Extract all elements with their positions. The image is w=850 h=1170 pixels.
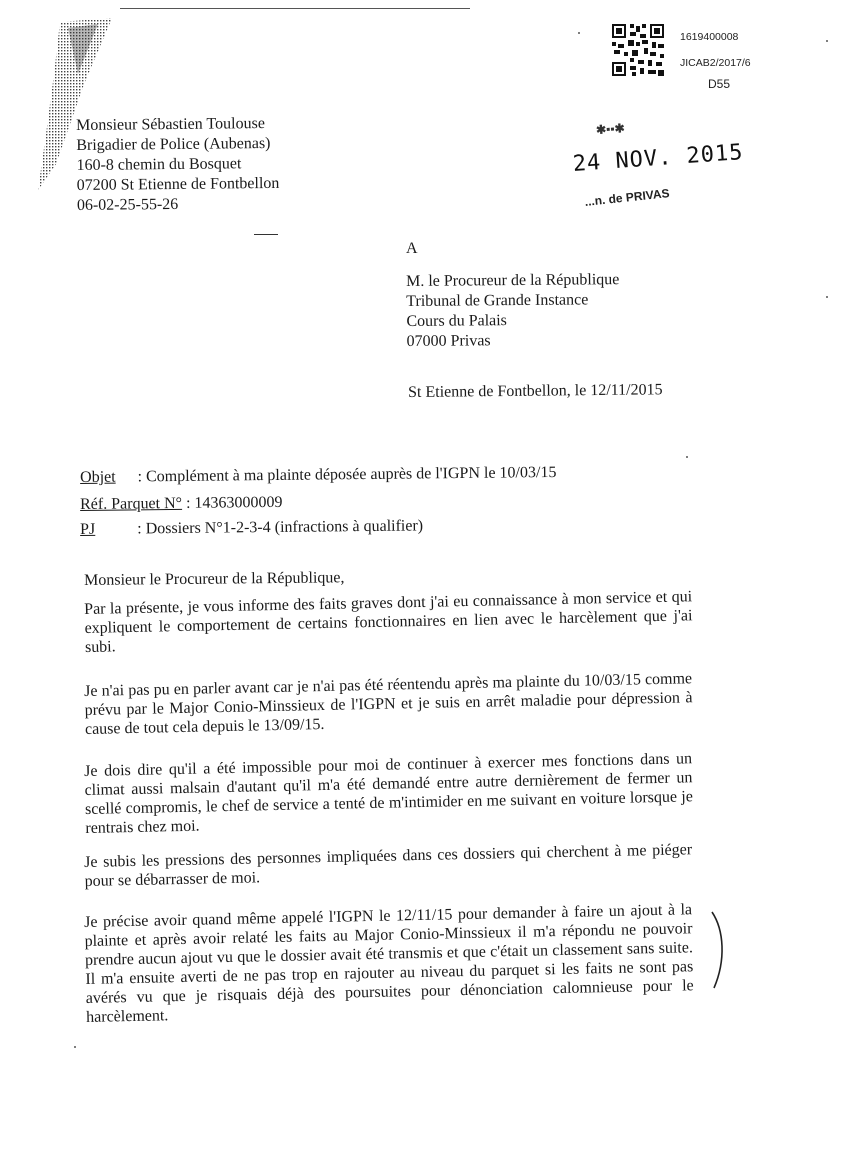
stamp-partial-text: ...n. de PRIVAS — [584, 186, 671, 209]
sender-address — [76, 114, 280, 216]
objet-label: Objet — [80, 468, 116, 486]
pj-label: PJ — [80, 520, 96, 538]
sender-line: Monsieur Sébastien Toulouse — [76, 115, 265, 134]
sender-line: 06-02-25-55-26 — [76, 195, 179, 214]
ref-line — [80, 494, 283, 514]
scan-speck — [578, 32, 580, 34]
body-paragraph: Par la présente, je vous informe des faits graves dont j'ai eu connaissance à mon service et qui expliquent le comportement de certains fonctionnaires en lien avec le harcèlement que j'ai subi. — [84, 588, 693, 656]
ref-label: Réf. Parquet N° — [80, 494, 183, 513]
recipient-line: Cours du Palais — [406, 312, 507, 330]
recipient-line: Tribunal de Grande Instance — [406, 291, 589, 310]
received-stamp-date: 24 NOV. 2015 — [572, 140, 745, 177]
sender-line: 160-8 chemin du Bosquet — [76, 155, 242, 174]
scan-dash — [254, 234, 278, 235]
stamp-mark: ✱▪▪✱ — [595, 121, 626, 137]
handwritten-bracket-mark — [706, 910, 730, 990]
sender-line: Brigadier de Police (Aubenas) — [76, 134, 271, 154]
document-number: D55 — [708, 77, 731, 91]
scan-speck — [74, 1046, 76, 1048]
recipient-address — [406, 270, 620, 352]
ref-value: : 14363000009 — [185, 493, 283, 512]
sender-line: 07200 St Etienne de Fontbellon — [76, 174, 280, 194]
recipient-line: M. le Procureur de la République — [406, 271, 620, 290]
scan-speck — [826, 40, 828, 42]
body-paragraph: Je subis les pressions des personnes impliquées dans ces dossiers qui cherchent à me piéger pour se débarrasser de moi. — [84, 841, 693, 890]
place-and-date: St Etienne de Fontbellon, le 12/11/2015 — [408, 381, 663, 401]
scan-top-line — [120, 8, 470, 9]
objet-line — [80, 464, 556, 487]
recipient-prefix: A — [406, 240, 418, 257]
scan-speck — [826, 296, 828, 298]
body-paragraph: Je n'ai pas pu en parler avant car je n'ai pas été réentendu après ma plainte du 10/03/15 comme prévu par le Major Conio-Minssieux de l'IGPN et je suis en arrêt maladie pour dépression à cause de tout cela depuis le 13/09/15. — [84, 670, 693, 738]
barcode-number: 1619400008 — [680, 31, 739, 43]
body-paragraph: Je dois dire qu'il a été impossible pour moi de continuer à exercer mes fonctions dans un climat aussi malsain d'autant qu'il m'a été demandé entre autre dernièrement de fermer un scellé compromis, le chef de service a tenté de m'intimider en me suivant en voiture lorsque je rentrais chez moi. — [84, 750, 694, 837]
scan-speck — [686, 456, 688, 458]
body-paragraph: Je précise avoir quand même appelé l'IGPN le 12/11/15 pour demander à faire un ajout à la plainte et après avoir relaté les faits au Major Conio-Minssieux il m'a répondu ne pouvoir prendre aucun ajout vu que le dossier avait été transmis et que c'était un classement sans suite. Il m'a ensuite averti de ne pas trop en rajouter au niveau du parquet si les faits ne sont pas avérés vu que je risquais déjà des poursuites pour dénonciation calomnieuse pour le harcèlement. — [84, 901, 694, 1026]
objet-value: : Complément à ma plainte déposée auprès de l'IGPN le 10/03/15 — [137, 464, 557, 486]
pj-value: : Dossiers N°1-2-3-4 (infractions à qualifier) — [137, 517, 424, 538]
salutation: Monsieur le Procureur de la République, — [84, 569, 345, 589]
qr-code-icon — [612, 24, 664, 76]
pj-line — [80, 517, 423, 539]
recipient-line: 07000 Privas — [406, 332, 491, 350]
registration-code: JICAB2/2017/6 — [680, 57, 751, 69]
